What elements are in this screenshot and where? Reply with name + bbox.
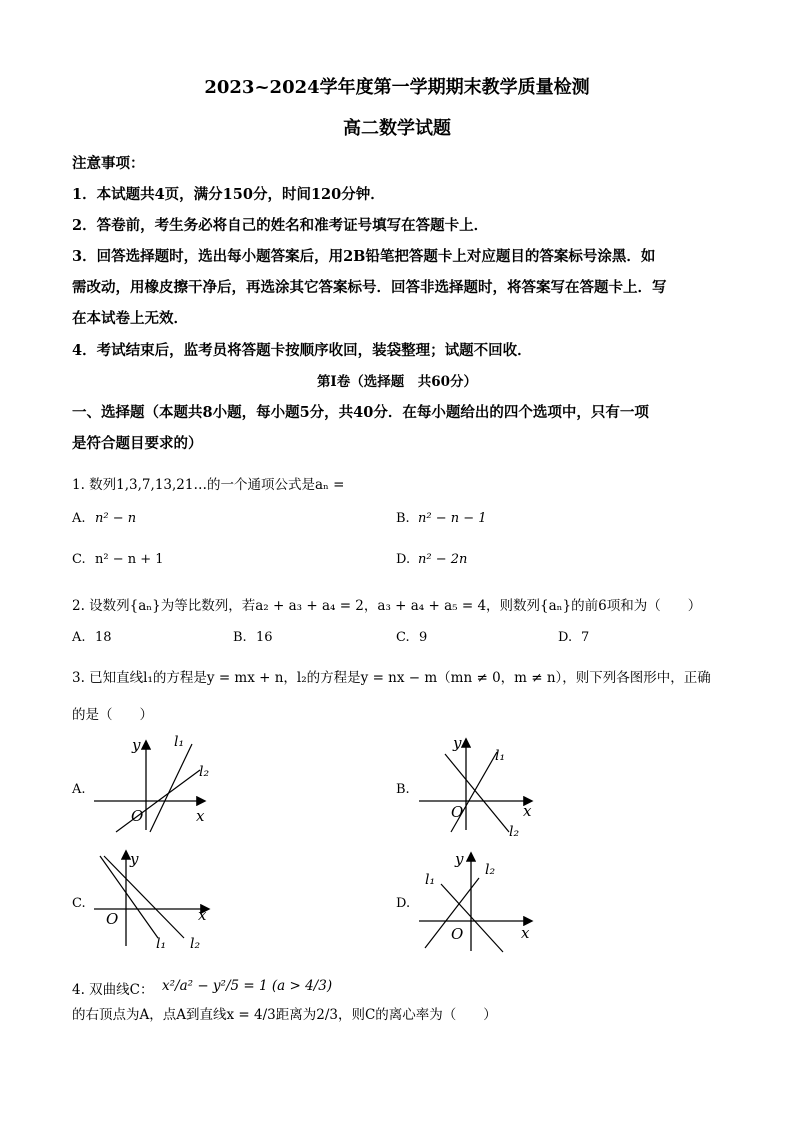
question-4-equation: x²/a² − y²/5 = 1 (a > 4/3) <box>162 978 333 994</box>
q1-option-d-label: D. <box>396 552 411 567</box>
question-3-stem-line-2: 的是（ ） <box>72 707 153 723</box>
q3-option-a-label: A. <box>72 782 86 797</box>
q3-graph-d <box>415 846 545 956</box>
y-axis-label: y <box>132 736 141 754</box>
q1-option-a-text: n² − n <box>95 511 137 526</box>
section-one-line-1: 一、选择题（本题共8小题，每小题5分，共40分．在每小题给出的四个选项中，只有一项 <box>72 404 649 421</box>
x-axis-label: x <box>196 807 205 825</box>
exam-title: 2023~2024学年度第一学期期末教学质量检测 <box>204 77 590 98</box>
q1-option-b-text: n² − n − 1 <box>418 511 487 526</box>
l2-label: l₂ <box>190 936 201 952</box>
question-2-stem: 2. 设数列{aₙ}为等比数列，若a₂ + a₃ + a₄ = 2，a₃ + a₄ + a₅ = 4，则数列{aₙ}的前6项和为（ ） <box>72 598 702 614</box>
note-item-3-line-1: 3．回答选择题时，选出每小题答案后，用2B铅笔把答题卡上对应题目的答案标号涂黑．如 <box>72 248 656 265</box>
question-3-stem-line-1: 3. 已知直线l₁的方程是y = mx + n，l₂的方程是y = nx − m（mn ≠ 0，m ≠ n），则下列各图形中，正确 <box>72 670 711 686</box>
q3-graph-b <box>415 732 545 842</box>
line-l1 <box>150 744 192 832</box>
q3-graph-a <box>88 732 218 832</box>
q3-graph-c <box>88 846 218 956</box>
x-axis-label: x <box>523 802 532 820</box>
y-axis-label: y <box>453 734 462 752</box>
section-one-line-2: 是符合题目要求的） <box>72 435 203 452</box>
note-item-4: 4．考试结束后，监考员将答题卡按顺序收回，装袋整理；试题不回收． <box>72 342 532 359</box>
y-axis-label: y <box>455 850 464 868</box>
l2-label: l₂ <box>199 764 210 780</box>
q2-option-b-text: 16 <box>256 630 273 645</box>
question-1-stem: 1. 数列1,3,7,13,21…的一个通项公式是aₙ = <box>72 477 345 493</box>
q3-option-c-label: C. <box>72 896 86 911</box>
q2-option-a-text: 18 <box>95 630 112 645</box>
q2-option-a-label: A. <box>72 630 86 645</box>
l2-label: l₂ <box>485 862 496 878</box>
q3-option-d-label: D. <box>396 896 411 911</box>
note-item-2: 2．答卷前，考生务必将自己的姓名和准考证号填写在答题卡上． <box>72 217 489 234</box>
x-axis-label: x <box>521 924 530 942</box>
question-4-stem-prefix: 4. 双曲线C： <box>72 982 154 998</box>
q1-option-b-label: B. <box>396 511 410 526</box>
q1-option-d-text: n² − 2n <box>418 552 468 567</box>
origin-label: O <box>451 925 464 943</box>
l2-label: l₂ <box>509 824 520 840</box>
q2-option-d-text: 7 <box>581 630 590 645</box>
note-item-3-line-2: 需改动，用橡皮擦干净后，再选涂其它答案标号．回答非选择题时，将答案写在答题卡上．写 <box>72 279 667 296</box>
l1-label: l₁ <box>174 734 185 750</box>
q2-option-c-text: 9 <box>419 630 428 645</box>
q1-option-c-text: n² − n + 1 <box>95 552 164 567</box>
question-4-stem-rest: 的右顶点为A，点A到直线x = 4/3距离为2/3，则C的离心率为（ ） <box>72 1007 497 1023</box>
note-item-1: 1．本试题共4页，满分150分，时间120分钟． <box>72 186 385 203</box>
note-item-3-line-3: 在本试卷上无效． <box>72 310 188 327</box>
q2-option-b-label: B. <box>233 630 247 645</box>
part-one-heading: 第Ⅰ卷（选择题 共60分） <box>316 374 478 390</box>
l1-label: l₁ <box>425 872 436 888</box>
origin-label: O <box>131 807 144 825</box>
x-axis-label: x <box>198 906 207 924</box>
origin-label: O <box>106 910 119 928</box>
y-axis-label: y <box>130 850 139 868</box>
origin-label: O <box>451 803 464 821</box>
notes-heading: 注意事项： <box>72 155 145 172</box>
q3-option-b-label: B. <box>396 782 410 797</box>
q2-option-c-label: C. <box>396 630 410 645</box>
l1-label: l₁ <box>495 748 506 764</box>
q1-option-a-label: A. <box>72 511 86 526</box>
l1-label: l₁ <box>156 936 167 952</box>
exam-subtitle: 高二数学试题 <box>343 118 451 139</box>
q2-option-d-label: D. <box>558 630 573 645</box>
q1-option-c-label: C. <box>72 552 86 567</box>
